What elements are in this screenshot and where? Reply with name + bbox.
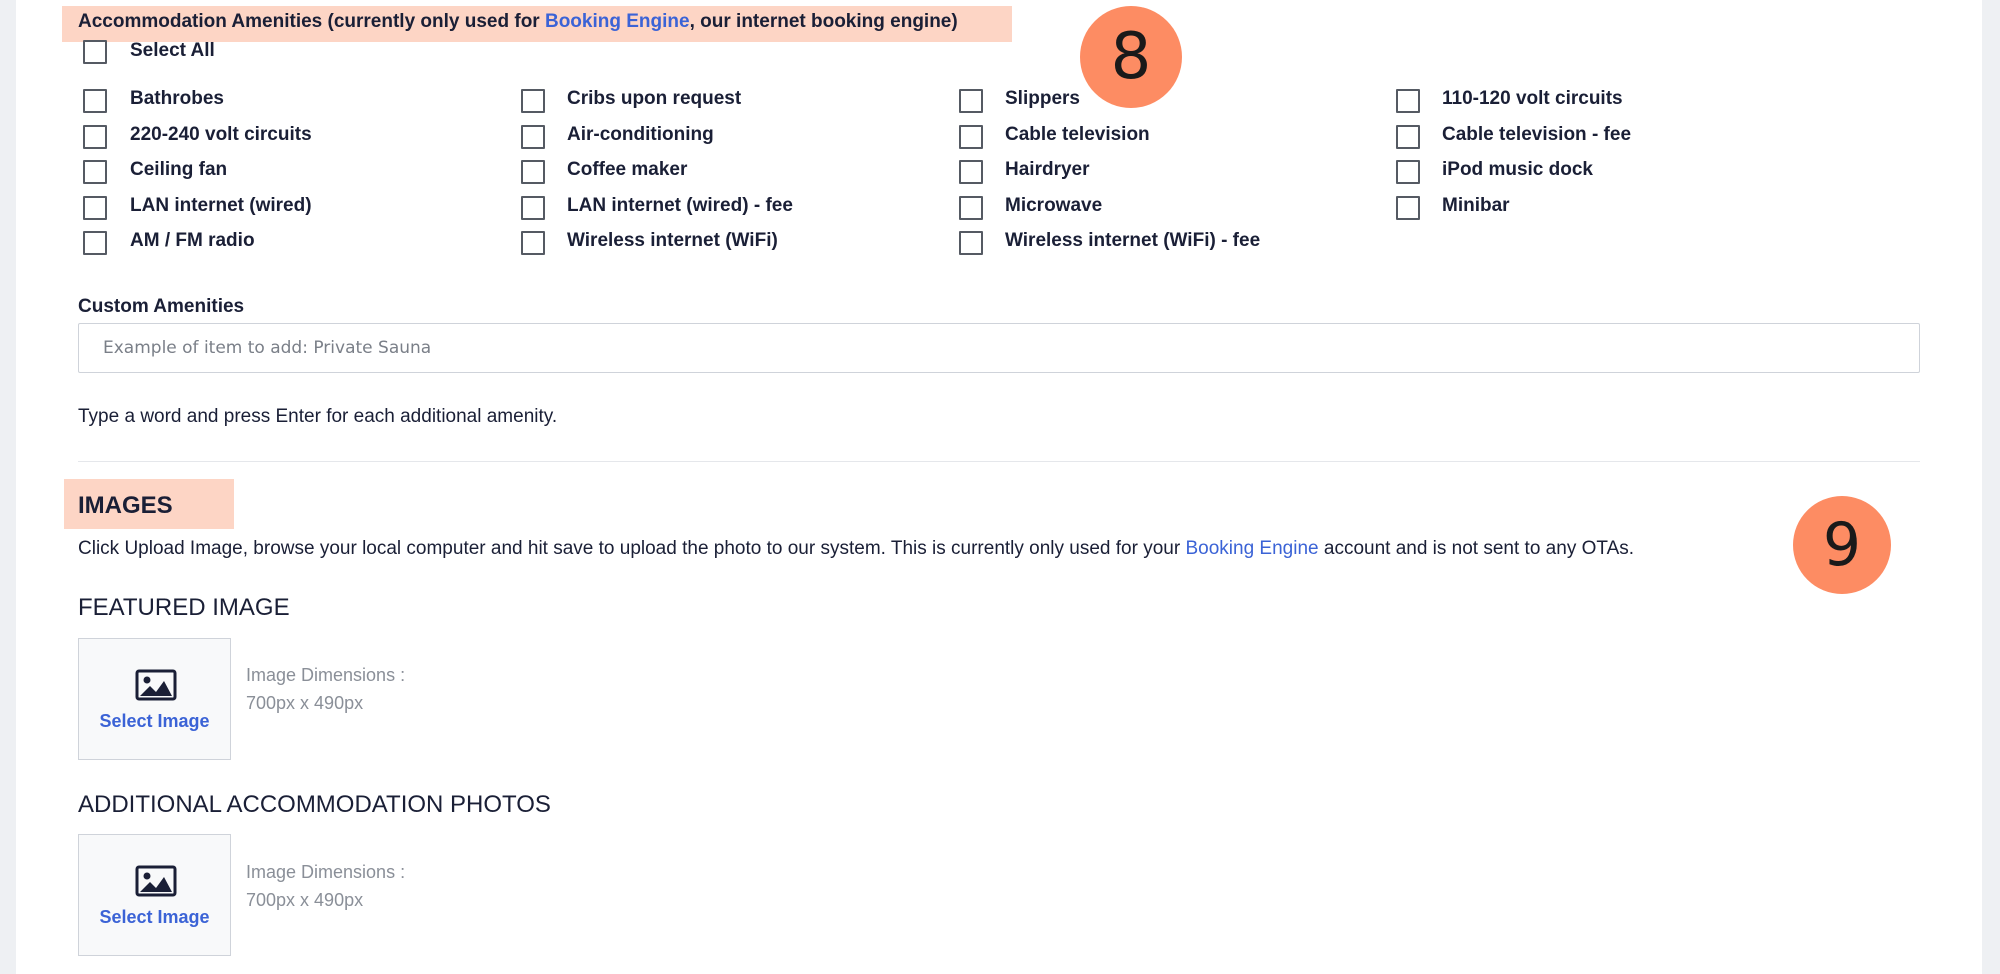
amenity-checkbox-slippers[interactable] [959,89,983,113]
additional-photos-title: ADDITIONAL ACCOMMODATION PHOTOS [78,791,551,818]
amenity-checkbox-cribs[interactable] [521,89,545,113]
amenity-label: Minibar [1442,195,1510,216]
amenities-header-prefix: Accommodation Amenities (currently only used for [78,11,545,32]
select-image-label: Select Image [99,907,210,927]
amenity-checkbox-hairdryer[interactable] [959,160,983,184]
custom-amenities-label: Custom Amenities [78,296,245,317]
amenity-checkbox-coffee-maker[interactable] [521,160,545,184]
amenity-label: Wireless internet (WiFi) [567,230,778,251]
amenities-header-suffix: , our internet booking engine) [689,11,958,32]
custom-amenities-help: Type a word and press Enter for each additional amenity. [78,406,558,427]
amenity-checkbox-cable-tv[interactable] [959,125,983,149]
step-badge-8: 8 [1080,6,1182,108]
amenity-label: Cribs upon request [567,88,742,109]
amenity-label: Slippers [1005,88,1080,109]
step-badge-9: 9 [1793,496,1891,594]
amenity-label: Wireless internet (WiFi) - fee [1005,230,1261,251]
featured-dimensions-value: 700px x 490px [246,693,364,713]
amenity-checkbox-110-120-volt[interactable] [1396,89,1420,113]
select-all-checkbox[interactable] [83,40,107,64]
amenity-label: Cable television [1005,124,1150,145]
featured-select-image-button[interactable] [78,638,231,760]
amenity-checkbox-wifi-fee[interactable] [959,231,983,255]
amenity-label: Microwave [1005,195,1103,216]
amenity-label: Air-conditioning [567,124,714,145]
amenity-label: LAN internet (wired) [130,195,312,216]
amenity-checkbox-wifi[interactable] [521,231,545,255]
amenity-checkbox-ipod-dock[interactable] [1396,160,1420,184]
amenity-checkbox-air-conditioning[interactable] [521,125,545,149]
amenity-checkbox-bathrobes[interactable] [83,89,107,113]
featured-dimensions-label: Image Dimensions : [246,665,406,685]
amenity-checkbox-lan-internet[interactable] [83,196,107,220]
images-title: IMAGES [78,492,173,519]
amenity-label: Ceiling fan [130,159,228,180]
amenity-checkbox-microwave[interactable] [959,196,983,220]
additional-select-image-button[interactable] [78,834,231,956]
section-divider [78,461,1920,462]
featured-image-title: FEATURED IMAGE [78,594,290,621]
additional-dimensions-label: Image Dimensions : [246,862,406,882]
booking-engine-link[interactable]: Booking Engine [1185,538,1319,559]
select-image-label: Select Image [99,711,210,731]
image-icon [135,865,177,902]
amenity-label: Cable television - fee [1442,124,1632,145]
amenity-label: Bathrobes [130,88,224,109]
images-description [78,537,1634,561]
image-icon [135,669,177,706]
amenity-checkbox-lan-internet-fee[interactable] [521,196,545,220]
amenity-checkbox-cable-tv-fee[interactable] [1396,125,1420,149]
amenities-header [78,10,958,34]
select-all-label: Select All [130,40,215,61]
amenity-label: AM / FM radio [130,230,255,251]
additional-dimensions-value: 700px x 490px [246,890,364,910]
amenity-label: 220-240 volt circuits [130,124,312,145]
images-desc-suffix: account and is not sent to any OTAs. [1318,538,1635,559]
amenity-label: Hairdryer [1005,159,1090,180]
amenity-checkbox-ceiling-fan[interactable] [83,160,107,184]
amenity-label: Coffee maker [567,159,688,180]
amenity-label: 110-120 volt circuits [1442,88,1623,109]
booking-engine-link[interactable]: Booking Engine [544,11,690,32]
amenity-checkbox-minibar[interactable] [1396,196,1420,220]
amenity-checkbox-220-240-volt[interactable] [83,125,107,149]
custom-amenities-input[interactable] [78,323,1920,373]
amenity-checkbox-am-fm-radio[interactable] [83,231,107,255]
amenity-label: iPod music dock [1442,159,1593,180]
amenity-label: LAN internet (wired) - fee [567,195,793,216]
images-desc-prefix: Click Upload Image, browse your local computer and hit save to upload the photo to our system. This is currently only used for your [78,538,1186,559]
